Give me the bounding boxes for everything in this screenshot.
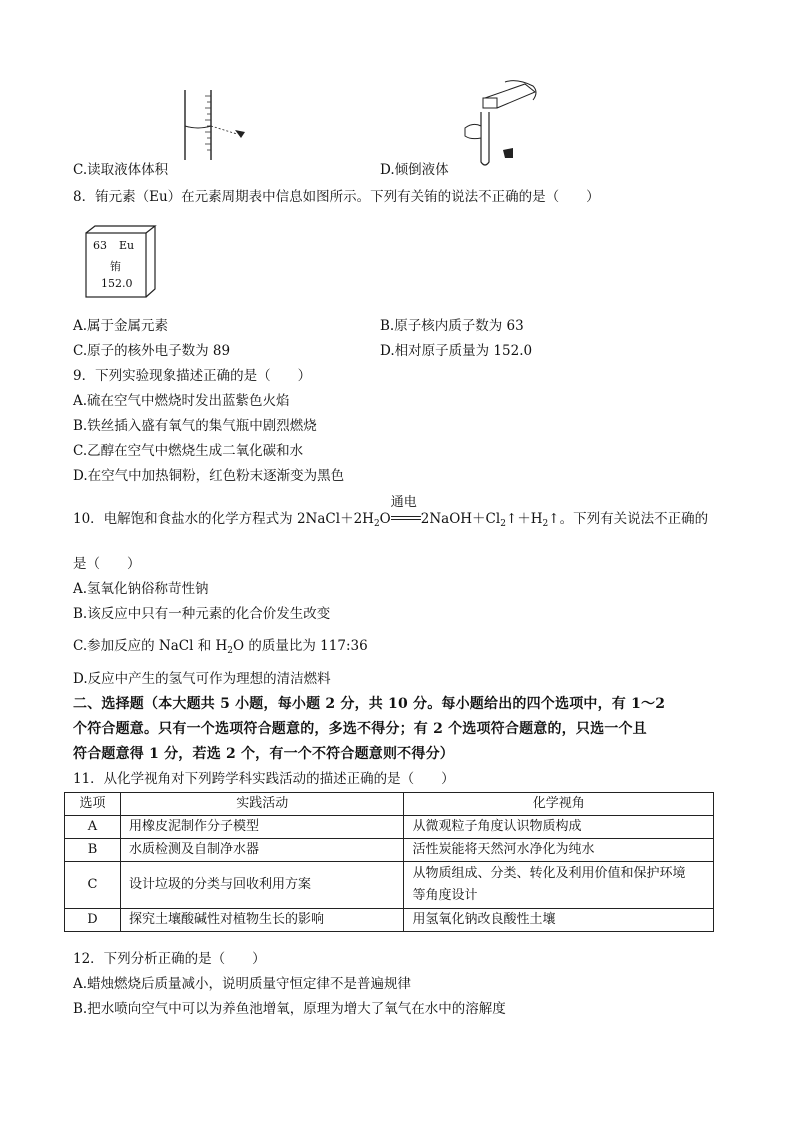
q12-option-a: A.蜡烛燃烧后质量减小，说明质量守恒定律不是普遍规律 — [73, 976, 412, 992]
q9-stem: 9．下列实验现象描述正确的是（ ） — [73, 368, 312, 384]
q10-option-b: B.该反应中只有一种元素的化合价发生改变 — [73, 606, 331, 622]
pouring-liquid-figure — [455, 78, 555, 170]
header-activity: 实践活动 — [120, 793, 404, 816]
element-name: 铕 — [110, 260, 121, 273]
q8-option-d: D.相对原子质量为 152.0 — [380, 343, 533, 359]
element-tile-eu — [85, 225, 157, 299]
q9-option-c: C.乙醇在空气中燃烧生成二氧化碳和水 — [73, 443, 304, 459]
q10-option-d: D.反应中产生的氢气可作为理想的清洁燃料 — [73, 671, 331, 687]
q10-stem: 10．电解饱和食盐水的化学方程式为 $2NaCl+2H_2O$ 通电 $2NaOH+Cl_2↑+H_2↑$。下列有关说法不正确的 — [73, 495, 709, 529]
q9-option-d: D.在空气中加热铜粉，红色粉末逐渐变为黑色 — [73, 468, 345, 484]
q11-stem: 11．从化学视角对下列跨学科实践活动的描述正确的是（ ） — [73, 771, 455, 787]
q10-option-c: C.参加反应的 NaCl 和 $H_2O$ 的质量比为 117:36 — [73, 638, 368, 656]
q10-option-a: A.氢氧化钠俗称苛性钠 — [73, 581, 209, 597]
q12-stem: 12．下列分析正确的是（ ） — [73, 951, 266, 967]
element-mass: 152.0 — [101, 277, 133, 290]
table-row: D 探究土壤酸碱性对植物生长的影响 用氢氧化钠改良酸性土壤 — [65, 909, 714, 932]
q8-option-c: C.原子的核外电子数为 89 — [73, 343, 231, 359]
section2-line1: 二、选择题（本大题共 5 小题，每小题 2 分，共 10 分。每小题给出的四个选项中，有 1～2 — [73, 696, 666, 712]
q12-option-b: B.把水喷向空气中可以为养鱼池增氧，原理为增大了氧气在水中的溶解度 — [73, 1001, 506, 1017]
section2-line3: 符合题意得 1 分，若选 2 个，有一个不符合题意则不得分） — [73, 746, 454, 762]
q7-option-d: D.倾倒液体 — [380, 162, 449, 178]
q8-option-a: A.属于金属元素 — [73, 318, 169, 334]
header-option: 选项 — [65, 793, 121, 816]
q8-stem: 8．铕元素（Eu）在元素周期表中信息如图所示。下列有关铕的说法不正确的是（ ） — [73, 189, 600, 205]
table-header-row — [65, 793, 714, 816]
section2-line2: 个符合题意。只有一个选项符合题意的，多选不得分；有 2 个选项符合题意的，只选一个且 — [73, 721, 647, 737]
electrolysis-arrow: 通电 — [391, 509, 421, 529]
q11-table — [64, 792, 714, 932]
header-chem-view: 化学视角 — [404, 793, 714, 816]
table-row: B 水质检测及自制净水器 活性炭能将天然河水净化为纯水 — [65, 839, 714, 862]
element-atomic-number: 63 — [93, 239, 107, 252]
graduated-cylinder-figure — [175, 88, 255, 163]
table-row: A 用橡皮泥制作分子模型 从微观粒子角度认识物质构成 — [65, 816, 714, 839]
table-row: C 设计垃圾的分类与回收利用方案 从物质组成、分类、转化及利用价值和保护环境 等角度设计 — [65, 862, 714, 909]
q9-option-a: A.硫在空气中燃烧时发出蓝紫色火焰 — [73, 393, 290, 409]
q9-option-b: B.铁丝插入盛有氧气的集气瓶中剧烈燃烧 — [73, 418, 317, 434]
q7-option-c: C.读取液体体积 — [73, 162, 169, 178]
q10-stem-cont: 是（ ） — [73, 556, 141, 572]
element-symbol: Eu — [119, 239, 135, 252]
q8-option-b: B.原子核内质子数为 63 — [380, 318, 524, 334]
